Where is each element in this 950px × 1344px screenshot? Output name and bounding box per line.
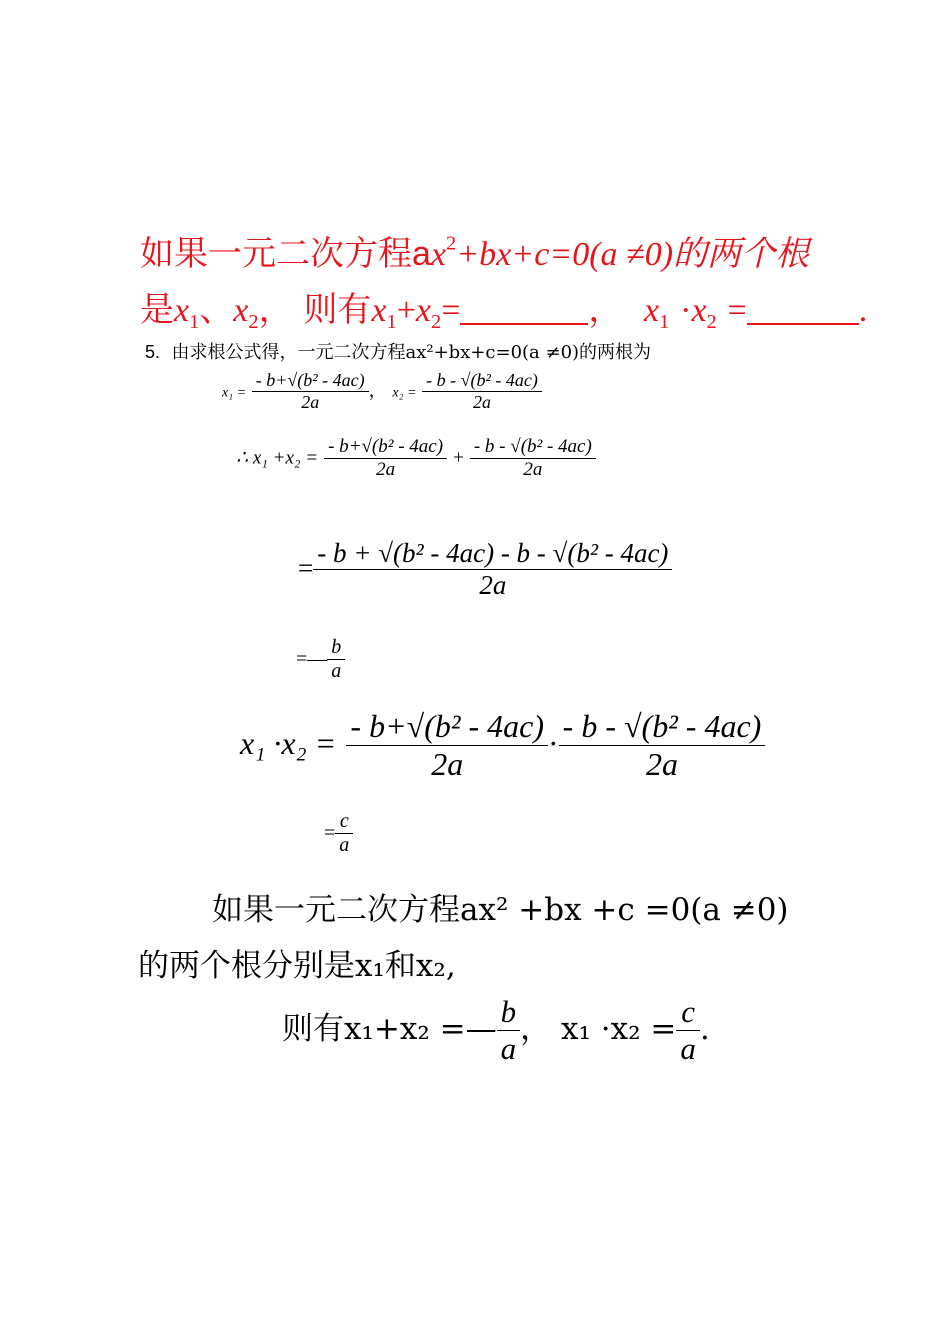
heading-line-1 [140,226,809,275]
summary-a-2: a [676,1030,700,1067]
period: . [858,292,868,329]
product-num-1: - b+√(b² - 4ac) [350,708,544,744]
summary-line-1 [212,884,789,929]
coef-a: a [412,235,431,273]
x2-label: x₂ = [392,385,417,401]
sum-num-1: - b+√(b² - 4ac) [328,436,444,457]
x2-numerator: - b - √(b² - 4ac) [426,370,538,390]
c-num: c [339,810,349,832]
summary-b: b [500,994,517,1029]
neg-eq: =— [296,648,328,670]
plus-sign: + [396,292,416,329]
combined-denominator: 2a [313,569,672,601]
var-x1: x [174,292,190,329]
roots-comma: ， [368,380,387,402]
product-dot: · [548,725,559,761]
var-x: x [430,236,447,273]
product-blank [747,295,859,325]
neg-a-den: a [327,659,345,683]
sum-num-2: - b - √(b² - 4ac) [473,436,592,457]
heading-is: 是 [140,290,174,330]
sum-den-2: 2a [470,458,596,481]
heading-line-2 [140,282,867,334]
x1-denominator: 2a [252,391,369,413]
sum-sub2: 2 [430,311,442,334]
x2-denominator: 2a [422,391,542,413]
prod-sub1: 1 [659,311,670,334]
roots-row [222,370,542,413]
subscript-1: 1 [189,311,200,334]
summary-line-2 [138,940,456,985]
then-text: ， 则有 [258,290,372,330]
combined-fraction [313,538,672,601]
c-eq: = [324,822,336,844]
sum-row [236,436,596,481]
summary-text-1: 如果一元二次方程ax² +bx +c =0(a ≠0) [212,892,789,928]
combined-numerator: - b + √(b² - 4ac) - b - √(b² - 4ac) [317,538,669,568]
sum-x2: x [415,292,431,329]
product-num-2: - b - √(b² - 4ac) [562,708,762,744]
summary-period: . [699,1011,710,1047]
comma: ， [588,290,623,330]
combined-row [298,538,672,601]
summary-a: a [497,1030,521,1067]
prod-x2: x [691,292,707,329]
sum-plus: + [453,447,464,469]
c-over-a [335,810,353,857]
summary-c-over-a [676,994,700,1067]
summary-mid: ， x₁ ·x₂ = [520,1011,677,1047]
dot-sign: · [680,292,692,329]
c-over-a-row [324,810,353,857]
neg-b-over-a [327,636,345,683]
step-number: 5. [145,342,161,362]
sum-x1: x [371,292,387,329]
exponent: 2 [446,232,457,255]
summary-c: c [681,994,695,1029]
sum-frac-1 [324,436,447,481]
a-den: a [335,833,353,857]
product-row [240,708,765,783]
product-frac-1 [346,708,548,783]
prod-x1: x [644,292,660,329]
step5-intro [145,338,651,364]
sum-blank [460,295,588,325]
summary-b-over-a [497,994,521,1067]
product-den-2: 2a [559,745,766,783]
product-den-1: 2a [346,745,548,783]
x2-fraction [422,370,542,413]
x1-label: x₁ = [222,385,247,401]
product-label: x₁ ·x₂ = [240,725,337,761]
x1-fraction [252,370,369,413]
sum-sub1: 1 [386,311,397,334]
subscript-2: 2 [248,311,259,334]
product-frac-2 [559,708,766,783]
eq-sign-2: = [727,292,747,329]
heading-rest: +bx+c=0(a ≠0)的两个根 [456,236,810,273]
sum-den-1: 2a [324,458,447,481]
var-x2: x [233,292,249,329]
sum-label: ∴ x₁ +x₂ = [236,447,319,469]
neg-b-over-a-row [296,636,345,683]
summary-prefix: 则有x₁+x₂ =— [282,1011,497,1047]
summary-text-2: 的两个根分别是x₁和x₂, [138,948,456,984]
combined-eq: = [298,553,314,583]
step-intro-text: 由求根公式得，一元二次方程ax²+bx+c=0(a ≠0)的两根为 [171,342,652,363]
x1-numerator: - b+√(b² - 4ac) [255,370,365,390]
sum-frac-2 [470,436,596,481]
heading-text: 如果一元二次方程 [140,234,412,274]
enum-comma: 、 [199,290,234,330]
neg-b-num: b [331,636,342,658]
summary-line-3 [282,994,710,1067]
eq-sign: = [441,292,461,329]
prod-sub2: 2 [706,311,717,334]
